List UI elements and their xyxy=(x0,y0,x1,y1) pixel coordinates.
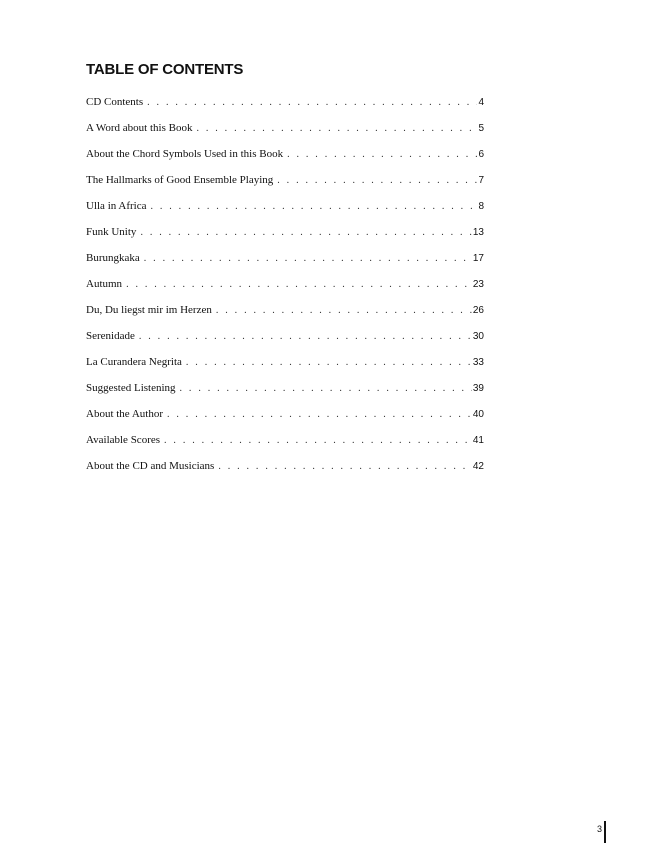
toc-entry xyxy=(86,408,484,434)
toc-entry-label: Funk Unity xyxy=(86,226,137,238)
toc-entry-label: La Curandera Negrita xyxy=(86,356,182,368)
toc-entry-page: 33 xyxy=(472,357,484,368)
toc-entry xyxy=(86,174,484,200)
dot-leader xyxy=(139,331,472,342)
toc-entry-label: Available Scores xyxy=(86,434,161,446)
toc-entry-page: 30 xyxy=(472,331,484,342)
dot-leader xyxy=(277,175,477,186)
toc-entry xyxy=(86,460,484,486)
toc-entry-label: About the CD and Musicians xyxy=(86,460,215,472)
dot-leader xyxy=(126,279,472,290)
toc-entry xyxy=(86,304,484,330)
toc-list xyxy=(86,96,484,486)
toc-entry-label: Ulla in Africa xyxy=(86,200,147,212)
dot-leader xyxy=(147,97,477,108)
toc-entry-label: The Hallmarks of Good Ensemble Playing xyxy=(86,174,274,186)
dot-leader xyxy=(150,201,477,212)
toc-entry-label: CD Contents xyxy=(86,96,144,108)
toc-entry xyxy=(86,200,484,226)
toc-entry-label: A Word about this Book xyxy=(86,122,193,134)
page-number: 3 xyxy=(596,824,602,834)
toc-entry-page: 4 xyxy=(478,97,484,108)
toc-entry-page: 23 xyxy=(472,279,484,290)
dot-leader xyxy=(140,227,471,238)
toc-entry xyxy=(86,148,484,174)
toc-entry xyxy=(86,122,484,148)
dot-leader xyxy=(186,357,472,368)
toc-entry xyxy=(86,434,484,460)
toc-entry-label: About the Author xyxy=(86,408,163,420)
toc-entry-page: 6 xyxy=(478,149,484,160)
toc-entry-page: 5 xyxy=(478,123,484,134)
toc-entry-page: 7 xyxy=(478,175,484,186)
toc-entry-page: 42 xyxy=(472,461,484,472)
toc-entry-page: 8 xyxy=(478,201,484,212)
toc-entry xyxy=(86,356,484,382)
toc-entry-label: Du, Du liegst mir im Herzen xyxy=(86,304,212,316)
dot-leader xyxy=(180,383,472,394)
toc-entry-page: 40 xyxy=(472,409,484,420)
toc-entry xyxy=(86,382,484,408)
dot-leader xyxy=(218,461,472,472)
page-number-rule xyxy=(604,821,606,843)
toc-entry-label: Autumn xyxy=(86,278,123,290)
toc-entry xyxy=(86,252,484,278)
dot-leader xyxy=(196,123,477,134)
toc-entry-page: 39 xyxy=(472,383,484,394)
toc-entry-page: 41 xyxy=(472,435,484,446)
toc-entry-label: Suggested Listening xyxy=(86,382,176,394)
toc-entry xyxy=(86,278,484,304)
toc-entry-page: 26 xyxy=(472,305,484,316)
dot-leader xyxy=(167,409,472,420)
dot-leader xyxy=(144,253,472,264)
dot-leader xyxy=(164,435,472,446)
toc-entry-page: 17 xyxy=(472,253,484,264)
toc-entry xyxy=(86,330,484,356)
toc-entry-label: Burungkaka xyxy=(86,252,140,264)
page-title: TABLE OF CONTENTS xyxy=(86,61,244,78)
toc-entry-page: 13 xyxy=(472,227,484,238)
toc-entry-label: Serenidade xyxy=(86,330,135,342)
dot-leader xyxy=(216,305,472,316)
toc-entry-label: About the Chord Symbols Used in this Book xyxy=(86,148,284,160)
toc-entry xyxy=(86,226,484,252)
toc-entry xyxy=(86,96,484,122)
dot-leader xyxy=(287,149,477,160)
